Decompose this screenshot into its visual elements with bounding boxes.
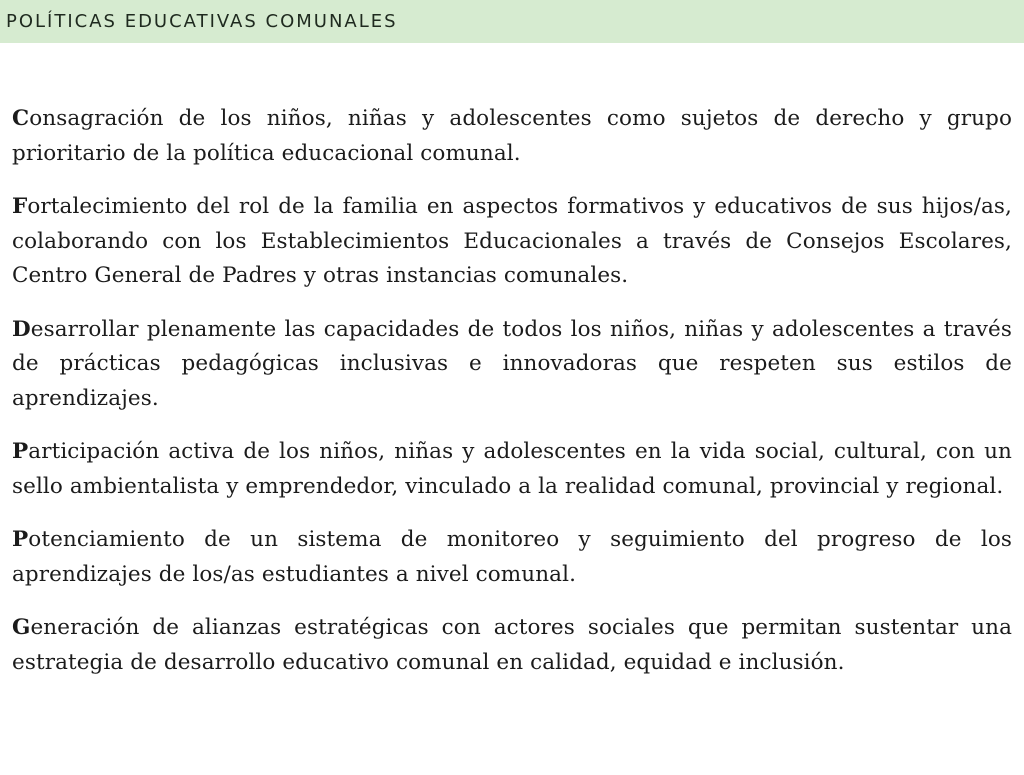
policy-initial: P: [12, 527, 29, 552]
policy-text: esarrollar plenamente las capacidades de todos los niños, niñas y adolescentes a través de prácticas pedagógicas inclusivas e innovadoras que respeten sus estilos de aprendizajes.: [12, 316, 1012, 411]
policy-paragraph: [12, 611, 1012, 680]
policy-paragraph: [12, 523, 1012, 592]
policy-text: otenciamiento de un sistema de monitoreo y seguimiento del progreso de los aprendizajes de los/as estudiantes a nivel comunal.: [12, 527, 1012, 587]
policy-text: articipación activa de los niños, niñas y adolescentes en la vida social, cultural, con un sello ambientalista y emprendedor, vinculado a la realidad comunal, provincial y regional.: [12, 439, 1012, 499]
policy-list: [12, 102, 1012, 699]
policy-text: eneración de alianzas estratégicas con actores sociales que permitan sustentar una estrategia de desarrollo educativo comunal en calidad, equidad e inclusión.: [12, 615, 1012, 675]
policy-paragraph: [12, 435, 1012, 504]
section-header: [0, 0, 1024, 43]
policy-paragraph: [12, 313, 1012, 417]
policy-paragraph: [12, 190, 1012, 294]
policy-paragraph: [12, 102, 1012, 171]
section-title: POLÍTICAS EDUCATIVAS COMUNALES: [6, 11, 398, 32]
policy-text: onsagración de los niños, niñas y adolescentes como sujetos de derecho y grupo prioritario de la política educacional comunal.: [12, 106, 1012, 166]
policy-initial: D: [12, 316, 31, 342]
policy-initial: F: [12, 194, 28, 219]
policy-text: ortalecimiento del rol de la familia en aspectos formativos y educativos de sus hijos/as, colaborando con los Establecimientos Educacionales a través de Consejos Escolares, Centro General de Padres y otras instancias comunales.: [12, 194, 1012, 288]
policy-initial: G: [12, 615, 31, 640]
policy-initial: P: [12, 439, 29, 464]
policy-initial: C: [12, 106, 30, 131]
